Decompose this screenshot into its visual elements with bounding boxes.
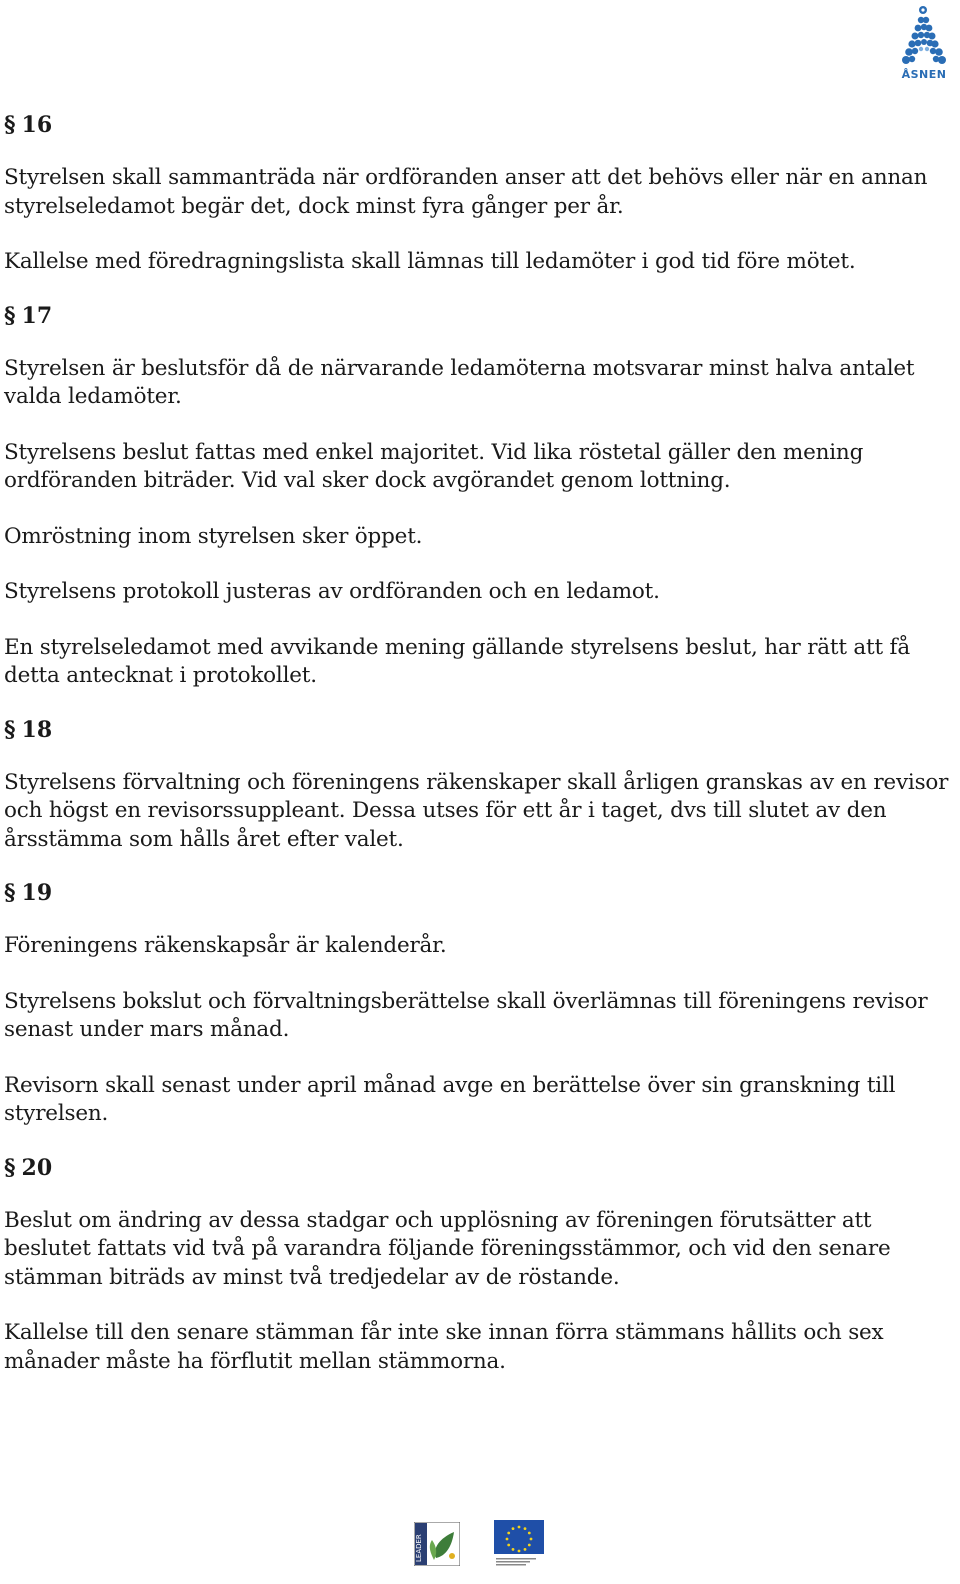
section-heading	[4, 713, 954, 747]
section-19	[4, 876, 954, 1151]
section-heading	[4, 876, 954, 910]
paragraph: Beslut om ändring av dessa stadgar och upplösning av föreningen förutsätter att beslutet fattats vid två på varandra följande föreningsstämmor, och vid den senare stämman biträds av minst två tredjedelar av de röstande.	[4, 1207, 891, 1290]
paragraph: Omröstning inom styrelsen sker öppet.	[4, 523, 423, 549]
paragraph: En styrelseledamot med avvikande mening gällande styrelsens beslut, har rätt att få detta antecknat i protokollet.	[4, 634, 910, 688]
section-16	[4, 108, 954, 299]
asnen-logo-mark	[899, 4, 949, 68]
paragraph: Styrelsens bokslut och förvaltningsberättelse skall överlämnas till föreningens revisor senast under mars månad.	[4, 988, 928, 1042]
paragraph: Kallelse till den senare stämman får inte ske innan förra stämmans hållits och sex månader måste ha förflutit mellan stämmorna.	[4, 1320, 884, 1374]
section-symbol: §	[4, 716, 16, 743]
svg-text:LEADER: LEADER	[415, 1534, 423, 1562]
section-heading	[4, 1151, 954, 1185]
section-17	[4, 299, 954, 713]
section-symbol: §	[4, 1154, 16, 1181]
section-symbol: §	[4, 302, 16, 329]
leader-logo	[414, 1522, 460, 1566]
section-symbol: §	[4, 112, 16, 138]
asnen-logo	[899, 4, 949, 80]
leader-logo-mark	[414, 1522, 460, 1566]
eu-flag-icon	[494, 1520, 544, 1568]
paragraph: Styrelsens beslut fattas med enkel majoritet. Vid lika röstetal gäller den mening ordföranden biträder. Vid val sker dock avgörandet genom lottning.	[4, 439, 864, 493]
footer-logos	[414, 1518, 549, 1568]
section-heading	[4, 299, 954, 333]
document-body	[4, 108, 954, 1376]
paragraph: Styrelsen är beslutsför då de närvarande ledamöterna motsvarar minst halva antalet valda ledamöter.	[4, 355, 915, 409]
paragraph: Revisorn skall senast under april månad avge en berättelse över sin granskning till styrelsen.	[4, 1072, 896, 1126]
paragraph: Kallelse med föredragningslista skall lämnas till ledamöter i god tid före mötet.	[4, 249, 856, 274]
section-number: 19	[21, 880, 53, 906]
paragraph: Föreningens räkenskapsår är kalenderår.	[4, 933, 447, 958]
section-number: 16	[21, 112, 53, 138]
paragraph: Styrelsens protokoll justeras av ordföranden och en ledamot.	[4, 579, 660, 604]
section-heading	[4, 108, 954, 142]
section-number: 17	[21, 302, 53, 329]
asnen-logo-text: ÅSNEN	[901, 68, 947, 81]
paragraph: Styrelsen skall sammanträda när ordföranden anser att det behövs eller när en annan styrelseledamot begär det, dock minst fyra gånger per år.	[4, 165, 928, 219]
paragraph: Styrelsens förvaltning och föreningens räkenskaper skall årligen granskas av en revisor och högst en revisorssuppleant. Dessa utses för ett år i taget, dvs till slutet av den årsstämma som hålls året efter valet.	[4, 769, 949, 852]
section-20	[4, 1151, 954, 1377]
section-number: 18	[21, 716, 53, 743]
section-number: 20	[21, 1154, 53, 1181]
section-18	[4, 713, 954, 877]
section-symbol: §	[4, 880, 16, 906]
eu-eafrd-logo	[494, 1520, 544, 1568]
